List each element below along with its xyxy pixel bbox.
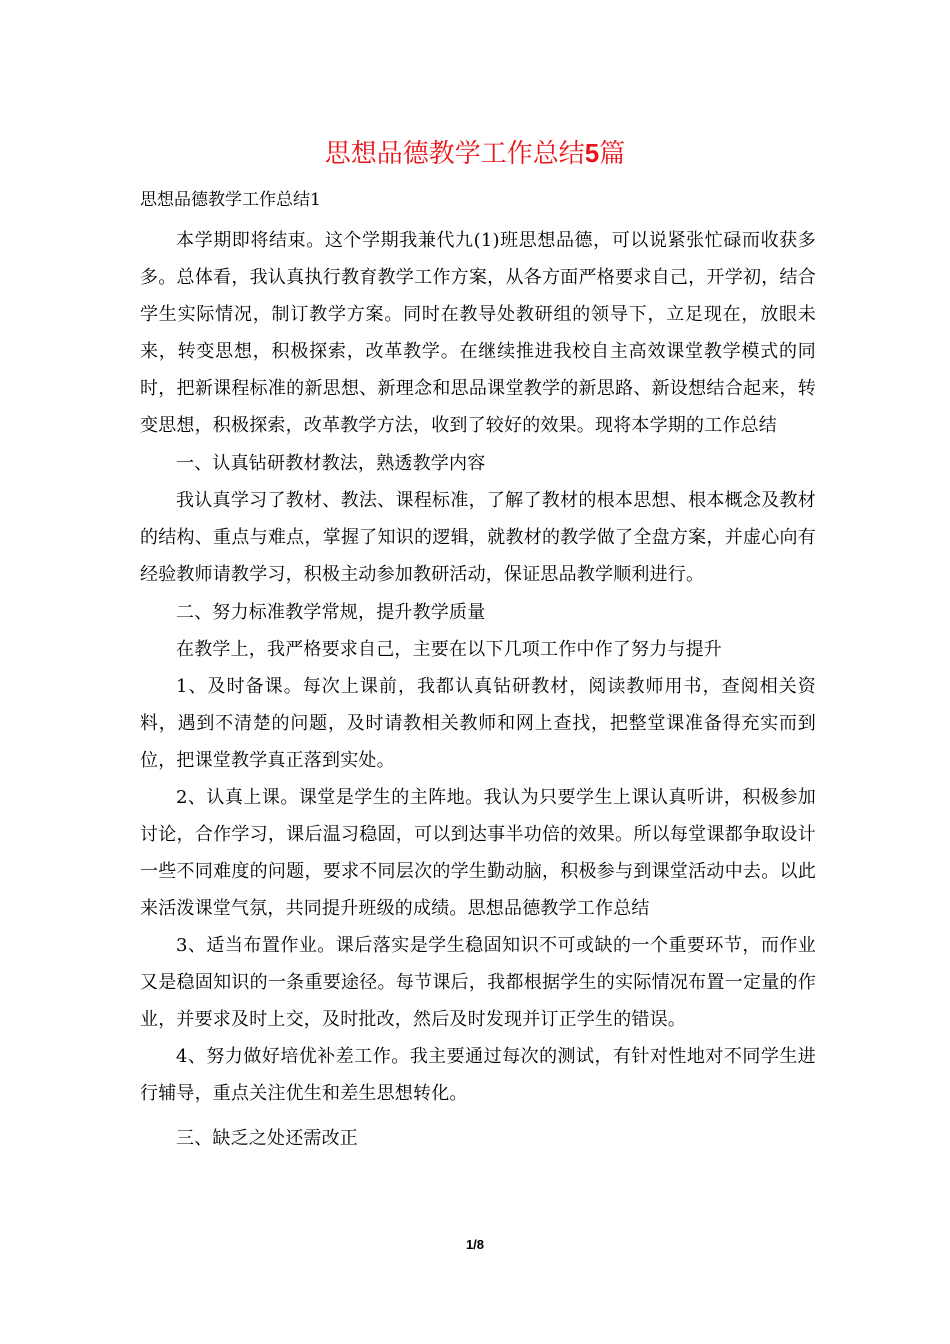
paragraph-intro: 本学期即将结束。这个学期我兼代九(1)班思想品德，可以说紧张忙碌而收获多多。总体看，我认真执行教育教学工作方案，从各方面严格要求自己，开学初，结合学生实际情况，制订教学方案。同时在教导处教研组的领导下，立足现在，放眼未来，转变思想，积极探索，改革教学。在继续推进我校自主高效课堂教学模式的同时，把新课程标准的新思想、新理念和思品课堂教学的新思路、新设想结合起来，转变思想，积极探索，改革教学方法，收到了较好的效果。现将本学期的工作总结 <box>140 230 816 436</box>
paragraph-section-1: 我认真学习了教材、教法、课程标准，了解了教材的根本思想、根本概念及教材的结构、重点与难点，掌握了知识的逻辑，就教材的教学做了全盘方案，并虚心向有经验教师请教学习，积极主动参加教研活动，保证思品教学顺利进行。 <box>140 490 816 585</box>
heading-section-1: 一、认真钻研教材教法，熟透教学内容 <box>176 453 486 474</box>
heading-section-2: 二、努力标准教学常规，提升教学质量 <box>176 602 486 623</box>
title-number: 5 <box>584 138 600 168</box>
title-text: 思想品德教学工作总结 <box>324 139 585 169</box>
paragraph-item-2: 2、认真上课。课堂是学生的主阵地。我认为只要学生上课认真听讲，积极参加讨论，合作学习，课后温习稳固，可以到达事半功倍的效果。所以每堂课都争取设计一些不同难度的问题，要求不同层次的学生勤动脑，积极参与到课堂活动中去。以此来活泼课堂气氛，共同提升班级的成绩。思想品德教学工作总结 <box>140 787 816 919</box>
paragraph-item-1: 1、及时备课。每次上课前，我都认真钻研教材，阅读教师用书，查阅相关资料，遇到不清楚的问题，及时请教相关教师和网上查找，把整堂课准备得充实而到位，把课堂教学真正落到实处。 <box>140 676 816 771</box>
heading-section-3: 三、缺乏之处还需改正 <box>176 1128 358 1149</box>
paragraph-item-4: 4、努力做好培优补差工作。我主要通过每次的测试，有针对性地对不同学生进行辅导，重点关注优生和差生思想转化。 <box>140 1046 816 1104</box>
paragraph-teaching-intro: 在教学上，我严格要求自己，主要在以下几项工作中作了努力与提升 <box>176 639 722 660</box>
page-indicator: 1/8 <box>465 1237 485 1252</box>
title-suffix: 篇 <box>599 139 626 169</box>
section-subtitle: 思想品德教学工作总结1 <box>140 190 321 210</box>
paragraph-item-3: 3、适当布置作业。课后落实是学生稳固知识不可或缺的一个重要环节，而作业又是稳固知识的一条重要途径。每节课后，我都根据学生的实际情况布置一定量的作业，并要求及时上交，及时批改，然后及时发现并订正学生的错误。 <box>140 935 816 1030</box>
document-title <box>0 135 950 172</box>
document-body <box>140 222 816 1157</box>
